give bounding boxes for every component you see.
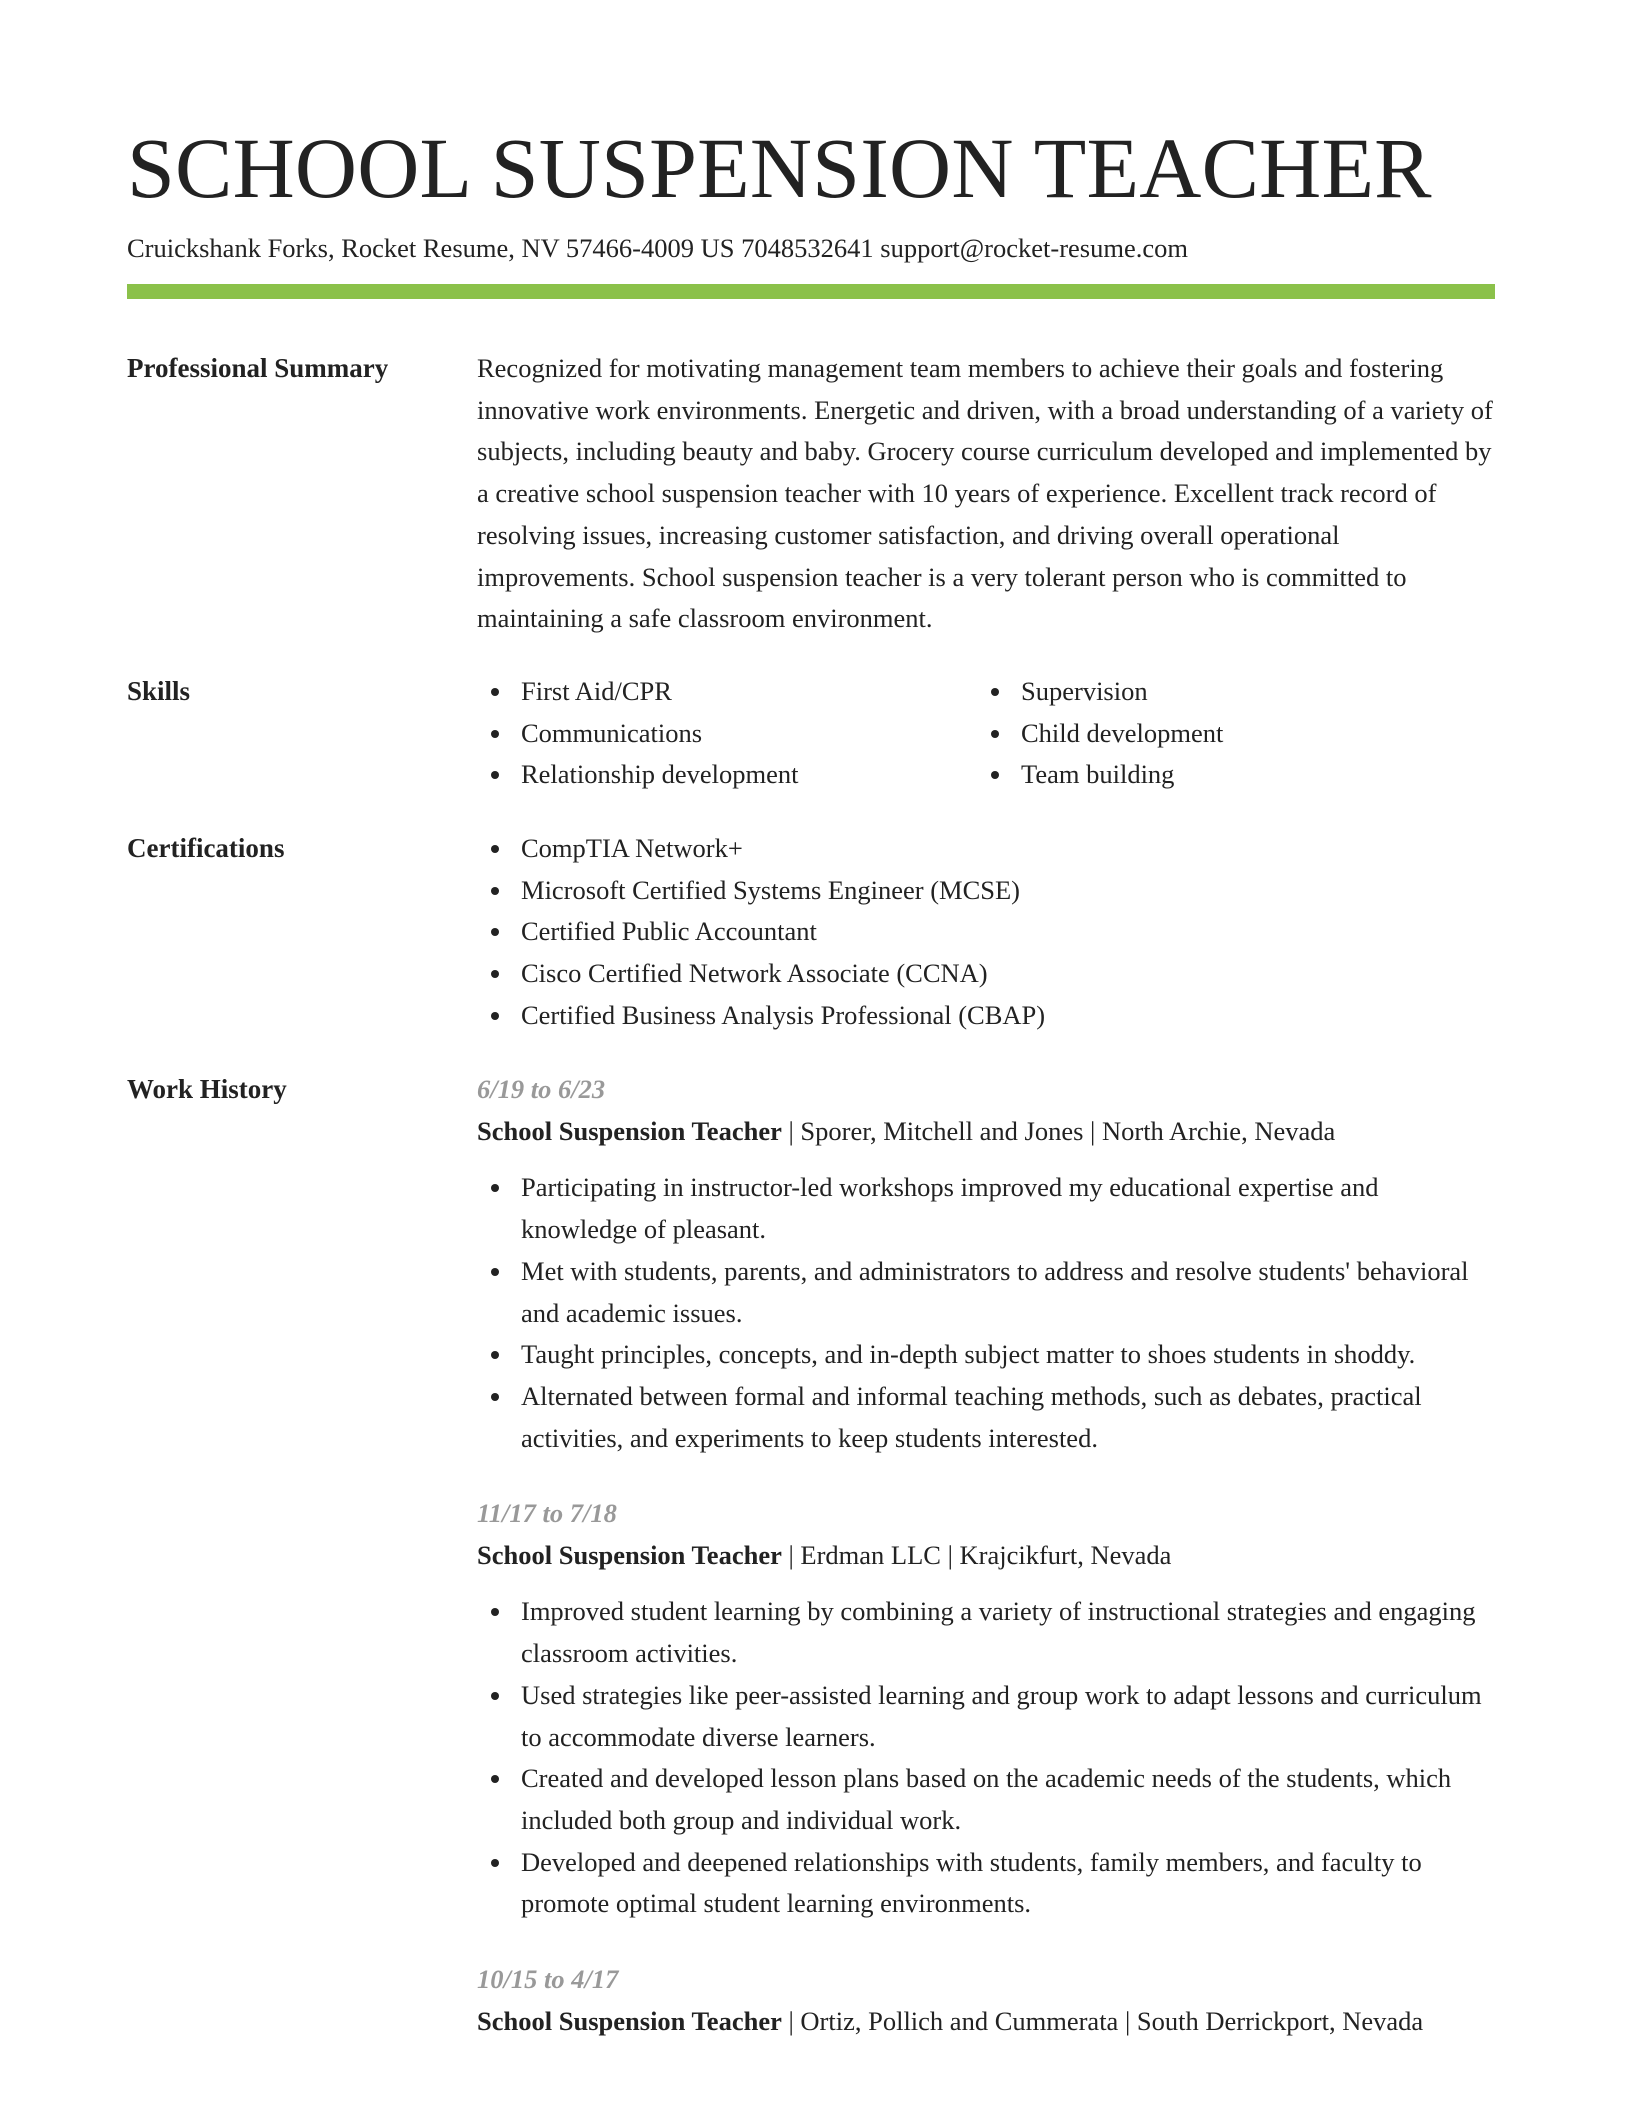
job-title: School Suspension Teacher — [477, 1115, 782, 1146]
job-heading — [477, 1535, 1497, 1577]
summary-text: Recognized for motivating management team members to achieve their goals and fostering innovative work environments. Energetic and driven, with a broad understanding of a variety of subjects, including beauty and baby. Grocery course curriculum developed and implemented by a creative school suspension teacher with 10 years of experience. Excellent track record of resolving issues, increasing customer satisfaction, and driving overall operational improvements. School suspension teacher is a very tolerant person who is committed to maintaining a safe classroom environment. — [477, 353, 1493, 634]
job-title: School Suspension Teacher — [477, 2005, 782, 2036]
section-label-summary: Professional Summary — [127, 353, 389, 383]
job-heading — [477, 2001, 1497, 2043]
list-item: Child development — [977, 713, 1477, 755]
list-item: Used strategies like peer-assisted learning and group work to adapt lessons and curriculum to accommodate diverse learners. — [477, 1675, 1497, 1758]
job-details: | Ortiz, Pollich and Cummerata | South Derrickport, Nevada — [781, 2005, 1424, 2036]
skills-section — [477, 671, 1497, 796]
list-item: Taught principles, concepts, and in-depth subject matter to shoes students in shoddy. — [477, 1334, 1497, 1376]
skills-list-right — [977, 671, 1477, 796]
skills-list-left — [477, 671, 977, 796]
list-item: Communications — [477, 713, 977, 755]
job-bullets — [477, 1591, 1497, 1925]
list-item: Supervision — [977, 671, 1477, 713]
list-item: Certified Public Accountant — [477, 911, 1497, 953]
job-entry — [477, 1959, 1497, 2042]
list-item: Participating in instructor-led workshops improved my educational expertise and knowledge of pleasant. — [477, 1167, 1497, 1250]
job-details: | Erdman LLC | Krajcikfurt, Nevada — [781, 1539, 1172, 1570]
summary-section — [477, 348, 1497, 640]
certifications-section — [477, 828, 1497, 1037]
job-dates: 11/17 to 7/18 — [477, 1498, 617, 1528]
job-entry — [477, 1493, 1497, 1925]
job-dates: 10/15 to 4/17 — [477, 1964, 619, 1994]
certifications-list — [477, 828, 1497, 1037]
list-item: Certified Business Analysis Professional (CBAP) — [477, 995, 1497, 1037]
section-label-skills: Skills — [127, 676, 191, 706]
job-dates: 6/19 to 6/23 — [477, 1074, 606, 1104]
list-item: Alternated between formal and informal teaching methods, such as debates, practical activities, and experiments to keep students interested. — [477, 1376, 1497, 1459]
section-label-work-history: Work History — [127, 1074, 287, 1104]
list-item: Met with students, parents, and administrators to address and resolve students' behavioral and academic issues. — [477, 1251, 1497, 1334]
list-item: Developed and deepened relationships with students, family members, and faculty to promote optimal student learning environments. — [477, 1842, 1497, 1925]
contact-info: Cruickshank Forks, Rocket Resume, NV 57466-4009 US 7048532641 support@rocket-resume.com — [127, 233, 1188, 263]
list-item: Improved student learning by combining a variety of instructional strategies and engaging classroom activities. — [477, 1591, 1497, 1674]
job-heading — [477, 1111, 1497, 1153]
list-item: Team building — [977, 754, 1477, 796]
job-bullets — [477, 1167, 1497, 1459]
section-label-certifications: Certifications — [127, 833, 285, 863]
job-entry — [477, 1069, 1497, 1459]
list-item: CompTIA Network+ — [477, 828, 1497, 870]
list-item: Relationship development — [477, 754, 977, 796]
job-details: | Sporer, Mitchell and Jones | North Archie, Nevada — [781, 1115, 1336, 1146]
list-item: First Aid/CPR — [477, 671, 977, 713]
list-item: Created and developed lesson plans based on the academic needs of the students, which included both group and individual work. — [477, 1758, 1497, 1841]
list-item: Cisco Certified Network Associate (CCNA) — [477, 953, 1497, 995]
list-item: Microsoft Certified Systems Engineer (MCSE) — [477, 870, 1497, 912]
job-title: School Suspension Teacher — [477, 1539, 782, 1570]
accent-rule — [127, 284, 1495, 299]
resume-title: SCHOOL SUSPENSION TEACHER — [127, 120, 1432, 216]
